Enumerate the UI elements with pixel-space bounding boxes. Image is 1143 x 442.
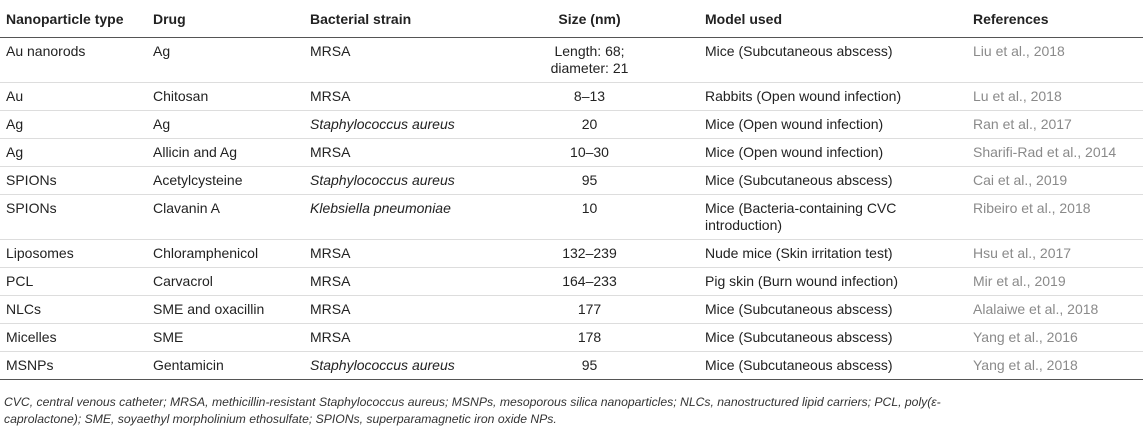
- cell-model-used: [699, 352, 967, 380]
- model-line: Mice (Subcutaneous abscess): [705, 301, 893, 317]
- cell-size: [480, 195, 699, 240]
- cell-drug: Ag: [147, 111, 304, 139]
- cell-size: [480, 38, 699, 83]
- cell-drug: Chloramphenicol: [147, 240, 304, 268]
- strain-name: MRSA: [310, 245, 351, 261]
- cell-size: [480, 240, 699, 268]
- cell-nanoparticle-type: Au: [0, 83, 147, 111]
- size-line: 132–239: [562, 245, 617, 261]
- size-line: 164–233: [562, 273, 617, 289]
- cell-model-used: [699, 195, 967, 240]
- cell-bacterial-strain: [304, 195, 480, 240]
- strain-name: MRSA: [310, 88, 351, 104]
- table-row: [0, 296, 1143, 324]
- strain-name: MRSA: [310, 43, 351, 59]
- model-line: Pig skin (Burn wound infection): [705, 273, 898, 289]
- size-line: Length: 68;: [554, 43, 625, 59]
- strain-name: Klebsiella pneumoniae: [310, 200, 451, 216]
- cell-reference-link[interactable]: Mir et al., 2019: [967, 268, 1143, 296]
- cell-reference-link[interactable]: Lu et al., 2018: [967, 83, 1143, 111]
- strain-name: MRSA: [310, 144, 351, 160]
- cell-drug: Ag: [147, 38, 304, 83]
- table-row: [0, 111, 1143, 139]
- cell-model-used: [699, 83, 967, 111]
- header-drug: Drug: [147, 4, 304, 38]
- model-line: Mice (Open wound infection): [705, 116, 884, 132]
- strain-name: MRSA: [310, 301, 351, 317]
- cell-reference-link[interactable]: Ran et al., 2017: [967, 111, 1143, 139]
- cell-model-used: [699, 38, 967, 83]
- cell-reference-link[interactable]: Ribeiro et al., 2018: [967, 195, 1143, 240]
- cell-drug: Gentamicin: [147, 352, 304, 380]
- cell-bacterial-strain: [304, 83, 480, 111]
- table-body: [0, 38, 1143, 380]
- size-line: diameter: 21: [550, 60, 629, 76]
- header-size: Size (nm): [480, 4, 699, 38]
- table-row: [0, 195, 1143, 240]
- cell-drug: Chitosan: [147, 83, 304, 111]
- model-line: introduction): [705, 217, 783, 233]
- cell-bacterial-strain: [304, 167, 480, 195]
- cell-drug: Acetylcysteine: [147, 167, 304, 195]
- size-line: 177: [577, 301, 602, 317]
- cell-drug: SME: [147, 324, 304, 352]
- cell-nanoparticle-type: MSNPs: [0, 352, 147, 380]
- cell-bacterial-strain: [304, 296, 480, 324]
- cell-bacterial-strain: [304, 38, 480, 83]
- cell-nanoparticle-type: PCL: [0, 268, 147, 296]
- table-row: [0, 139, 1143, 167]
- model-line: Mice (Open wound infection): [705, 144, 884, 160]
- cell-bacterial-strain: [304, 240, 480, 268]
- header-model-used: Model used: [699, 4, 967, 38]
- header-bacterial-strain: Bacterial strain: [304, 4, 480, 38]
- size-line: 20: [581, 116, 598, 132]
- model-line: Mice (Bacteria-containing CVC: [705, 200, 897, 216]
- model-line: Mice (Subcutaneous abscess): [705, 357, 893, 373]
- cell-nanoparticle-type: Au nanorods: [0, 38, 147, 83]
- size-line: 8–13: [573, 88, 606, 104]
- cell-reference-link[interactable]: Hsu et al., 2017: [967, 240, 1143, 268]
- strain-name: MRSA: [310, 329, 351, 345]
- cell-model-used: [699, 139, 967, 167]
- cell-nanoparticle-type: Ag: [0, 139, 147, 167]
- size-line: 95: [581, 357, 598, 373]
- cell-size: [480, 111, 699, 139]
- cell-reference-link[interactable]: Yang et al., 2018: [967, 352, 1143, 380]
- footnote-line: CVC, central venous catheter; MRSA, methicillin-resistant Staphylococcus aureus; MSNPs, mesoporous silica nanoparticles; NLCs, nanostructured lipid carriers; PCL, poly(ε-: [4, 395, 941, 409]
- cell-nanoparticle-type: NLCs: [0, 296, 147, 324]
- cell-bacterial-strain: [304, 324, 480, 352]
- size-line: 10: [581, 200, 598, 216]
- model-line: Nude mice (Skin irritation test): [705, 245, 893, 261]
- model-line: Mice (Subcutaneous abscess): [705, 43, 893, 59]
- cell-bacterial-strain: [304, 268, 480, 296]
- cell-size: [480, 352, 699, 380]
- cell-size: [480, 296, 699, 324]
- cell-nanoparticle-type: Micelles: [0, 324, 147, 352]
- cell-nanoparticle-type: Liposomes: [0, 240, 147, 268]
- cell-reference-link[interactable]: Alalaiwe et al., 2018: [967, 296, 1143, 324]
- cell-nanoparticle-type: SPIONs: [0, 195, 147, 240]
- cell-model-used: [699, 111, 967, 139]
- cell-size: [480, 139, 699, 167]
- cell-nanoparticle-type: SPIONs: [0, 167, 147, 195]
- cell-model-used: [699, 296, 967, 324]
- header-references: References: [967, 4, 1143, 38]
- table-row: [0, 38, 1143, 83]
- cell-drug: Clavanin A: [147, 195, 304, 240]
- cell-drug: Allicin and Ag: [147, 139, 304, 167]
- model-line: Mice (Subcutaneous abscess): [705, 329, 893, 345]
- model-line: Mice (Subcutaneous abscess): [705, 172, 893, 188]
- strain-name: Staphylococcus aureus: [310, 357, 455, 373]
- table-row: [0, 167, 1143, 195]
- nanoparticle-table: [0, 4, 1143, 380]
- model-line: Rabbits (Open wound infection): [705, 88, 902, 104]
- header-nanoparticle-type: Nanoparticle type: [0, 4, 147, 38]
- cell-bacterial-strain: [304, 352, 480, 380]
- cell-size: [480, 324, 699, 352]
- footnote-line: caprolactone); SME, soyaethyl morpholinium ethosulfate; SPIONs, superparamagnetic iron oxide NPs.: [4, 412, 557, 426]
- size-line: 178: [577, 329, 602, 345]
- cell-size: [480, 167, 699, 195]
- cell-model-used: [699, 167, 967, 195]
- cell-model-used: [699, 268, 967, 296]
- table-row: [0, 83, 1143, 111]
- table-row: [0, 352, 1143, 380]
- cell-size: [480, 268, 699, 296]
- cell-reference-link[interactable]: Cai et al., 2019: [967, 167, 1143, 195]
- cell-size: [480, 83, 699, 111]
- cell-reference-link[interactable]: Liu et al., 2018: [967, 38, 1143, 83]
- cell-model-used: [699, 324, 967, 352]
- strain-name: MRSA: [310, 273, 351, 289]
- table-row: [0, 324, 1143, 352]
- cell-bacterial-strain: [304, 139, 480, 167]
- table-footnote: [4, 394, 1134, 428]
- cell-reference-link[interactable]: Yang et al., 2016: [967, 324, 1143, 352]
- cell-bacterial-strain: [304, 111, 480, 139]
- table-row: [0, 240, 1143, 268]
- strain-name: Staphylococcus aureus: [310, 116, 455, 132]
- size-line: 10–30: [570, 144, 609, 160]
- strain-name: Staphylococcus aureus: [310, 172, 455, 188]
- cell-drug: Carvacrol: [147, 268, 304, 296]
- size-line: 95: [581, 172, 598, 188]
- cell-reference-link[interactable]: Sharifi-Rad et al., 2014: [967, 139, 1143, 167]
- table-row: [0, 268, 1143, 296]
- cell-drug: SME and oxacillin: [147, 296, 304, 324]
- table-header-row: [0, 4, 1143, 38]
- cell-model-used: [699, 240, 967, 268]
- cell-nanoparticle-type: Ag: [0, 111, 147, 139]
